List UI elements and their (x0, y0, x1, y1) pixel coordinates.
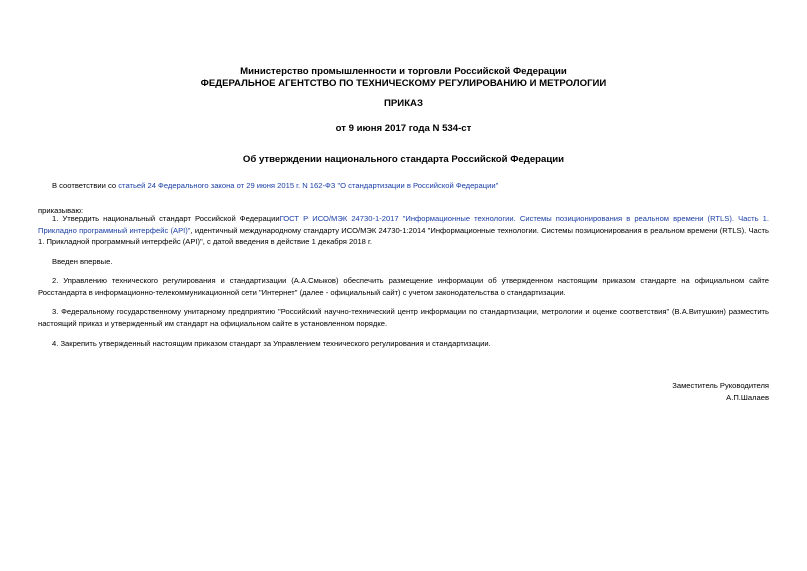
document-type: ПРИКАЗ (384, 98, 423, 109)
signatory-name: А.П.Шалаев (726, 392, 769, 402)
document-header (38, 66, 769, 90)
item-2-paragraph: 2. Управлению технического регулирования и стандартизации (А.А.Смыков) обеспечить размещение информации об утвержденном настоящим приказом стандарте на официальном сайте Росстандарта в информационно-телекоммуникационной сети "Интернет" (далее - официальный сайт) с учетом законодательства о стандартизации. (38, 276, 769, 297)
order-word: приказываю: (38, 206, 84, 215)
federal-law-link[interactable]: статьей 24 Федерального закона от 29 июня 2015 г. N 162-ФЗ "О стандартизации в Российской Федерации" (118, 181, 499, 190)
item-4-paragraph: 4. Закрепить утвержденный настоящим приказом стандарт за Управлением технического регулирования и стандартизации. (52, 339, 491, 348)
item-1-suffix: , идентичный международному стандарту ИСО/МЭК 24730-1:2014 "Информационные технологии. Системы позиционирования в реальном времени (RTLS). Часть 1. Прикладной программный интерфейс (API)", с датой введения в действие 1 декабря 2018 г. (38, 225, 769, 247)
gost-standard-link[interactable]: ГОСТ Р ИСО/МЭК 24730-1-2017 "Информационные технологии. Системы позиционирования в реальном времени (RTLS). Часть 1. Прикладно программный интерфейс (API)" (38, 214, 769, 235)
legal-basis-paragraph (38, 180, 769, 192)
document-subject: Об утверждении национального стандарта Российской Федерации (242, 154, 565, 165)
basis-prefix: В соответствии со (52, 181, 119, 190)
signatory-position: Заместитель Руководителя (672, 381, 769, 390)
item-3-paragraph: 3. Федеральному государственному унитарному предприятию "Российский научно-технический центр информации по стандартизации, метрологии и оценке соответствия" (В.А.Витушкин) разместить настоящий приказ и утвержденный им стандарт на официальном сайте в установленном порядке. (38, 307, 769, 328)
document-date-number: от 9 июня 2017 года N 534-ст (335, 123, 472, 134)
ministry-name: Министерство промышленности и торговли Российской Федерации (240, 66, 567, 77)
agency-name: ФЕДЕРАЛЬНОЕ АГЕНТСТВО ПО ТЕХНИЧЕСКОМУ РЕГУЛИРОВАНИЮ И МЕТРОЛОГИИ (200, 78, 607, 89)
item-1-prefix: 1. Утвердить национальный стандарт Российской Федерации (52, 214, 280, 223)
item-1-paragraph (38, 213, 769, 248)
signature-block (672, 380, 769, 403)
introduced-note: Введен впервые. (52, 257, 113, 266)
